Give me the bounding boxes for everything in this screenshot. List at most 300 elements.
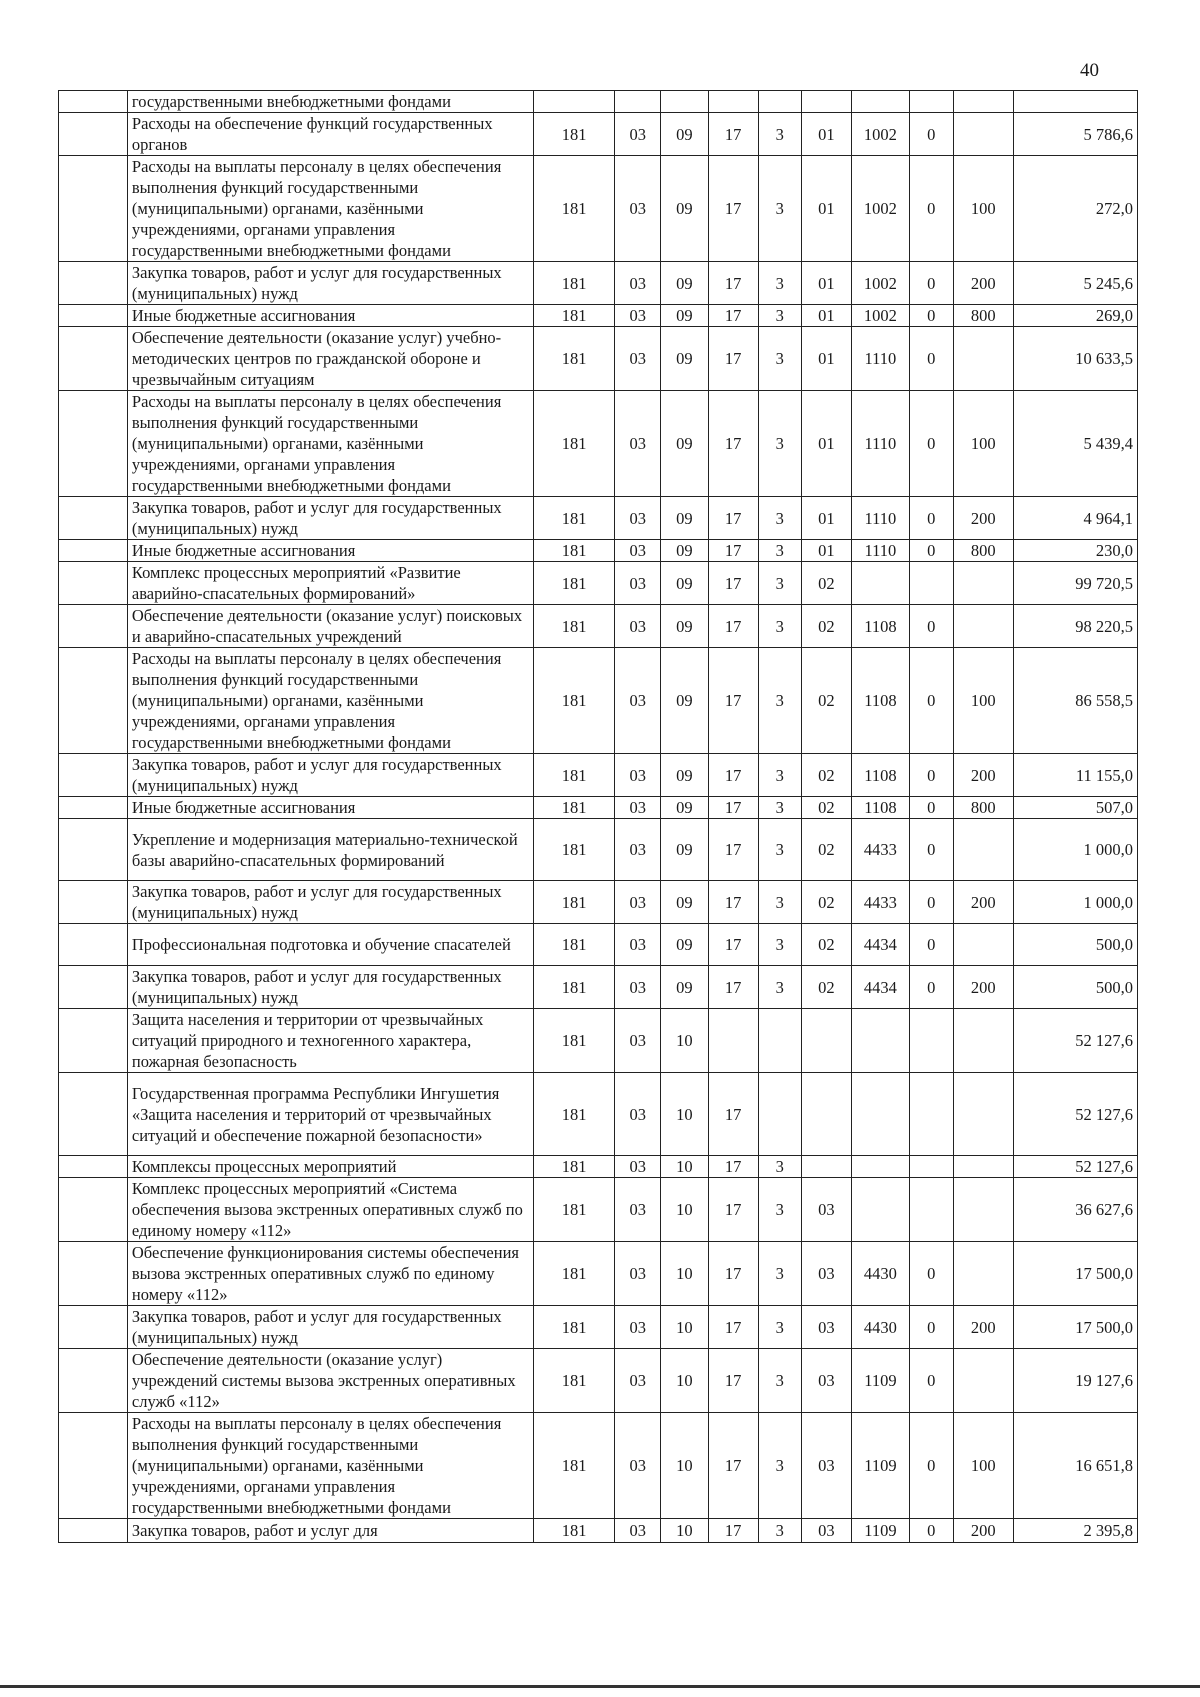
row-index-cell — [59, 262, 128, 305]
subprogram-code-cell: 3 — [758, 113, 801, 156]
subprogram-code-cell: 3 — [758, 1242, 801, 1306]
amount-cell: 10 633,5 — [1013, 327, 1137, 391]
subsection-code-cell: 09 — [661, 881, 709, 924]
row-index-cell — [59, 1349, 128, 1413]
section-code-cell: 03 — [615, 1242, 661, 1306]
extra-code-cell: 0 — [910, 797, 953, 819]
event-code-cell: 01 — [801, 156, 851, 262]
table-row — [59, 881, 1138, 924]
table-row — [59, 1519, 1138, 1543]
event-code-cell: 03 — [801, 1349, 851, 1413]
section-code-cell: 03 — [615, 327, 661, 391]
row-index-cell — [59, 1178, 128, 1242]
table-row — [59, 1178, 1138, 1242]
page-number: 40 — [1080, 60, 1099, 81]
subsection-code-cell: 09 — [661, 327, 709, 391]
amount-cell: 19 127,6 — [1013, 1349, 1137, 1413]
program-code-cell: 17 — [708, 1413, 758, 1519]
direction-code-cell: 1002 — [851, 113, 909, 156]
table-row — [59, 156, 1138, 262]
amount-cell: 52 127,6 — [1013, 1009, 1137, 1073]
subprogram-code-cell: 3 — [758, 327, 801, 391]
subprogram-code-cell: 3 — [758, 497, 801, 540]
amount-cell: 52 127,6 — [1013, 1073, 1137, 1156]
section-code-cell: 03 — [615, 262, 661, 305]
extra-code-cell: 0 — [910, 391, 953, 497]
extra-code-cell: 0 — [910, 156, 953, 262]
subsection-code-cell: 09 — [661, 391, 709, 497]
program-code-cell: 17 — [708, 391, 758, 497]
ved-code-cell: 181 — [533, 305, 615, 327]
extra-code-cell: 0 — [910, 924, 953, 966]
expense-type-code-cell: 100 — [953, 391, 1013, 497]
section-code-cell: 03 — [615, 305, 661, 327]
direction-code-cell — [851, 1178, 909, 1242]
expense-type-code-cell: 200 — [953, 754, 1013, 797]
section-code-cell: 03 — [615, 924, 661, 966]
expense-type-code-cell — [953, 562, 1013, 605]
row-index-cell — [59, 924, 128, 966]
section-code-cell: 03 — [615, 1519, 661, 1543]
table-row — [59, 497, 1138, 540]
event-code-cell: 03 — [801, 1519, 851, 1543]
row-index-cell — [59, 91, 128, 113]
direction-code-cell: 1108 — [851, 648, 909, 754]
ved-code-cell: 181 — [533, 1242, 615, 1306]
table-row — [59, 1009, 1138, 1073]
direction-code-cell — [851, 1009, 909, 1073]
expense-type-code-cell: 100 — [953, 1413, 1013, 1519]
ved-code-cell: 181 — [533, 1413, 615, 1519]
event-code-cell: 03 — [801, 1413, 851, 1519]
program-code-cell: 17 — [708, 819, 758, 881]
subsection-code-cell: 09 — [661, 497, 709, 540]
program-code-cell: 17 — [708, 1349, 758, 1413]
table-body — [59, 91, 1138, 1543]
table-row — [59, 819, 1138, 881]
direction-code-cell: 1110 — [851, 497, 909, 540]
subprogram-code-cell: 3 — [758, 924, 801, 966]
row-index-cell — [59, 1156, 128, 1178]
expense-name-cell: Закупка товаров, работ и услуг для государственных (муниципальных) нужд — [127, 881, 533, 924]
ved-code-cell: 181 — [533, 1009, 615, 1073]
expense-type-code-cell: 200 — [953, 497, 1013, 540]
table-row — [59, 1306, 1138, 1349]
expense-type-code-cell — [953, 327, 1013, 391]
table-row — [59, 262, 1138, 305]
event-code-cell: 01 — [801, 391, 851, 497]
expense-type-code-cell: 100 — [953, 648, 1013, 754]
extra-code-cell: 0 — [910, 1349, 953, 1413]
direction-code-cell — [851, 562, 909, 605]
program-code-cell: 17 — [708, 262, 758, 305]
subprogram-code-cell — [758, 1009, 801, 1073]
amount-cell: 269,0 — [1013, 305, 1137, 327]
subprogram-code-cell: 3 — [758, 391, 801, 497]
expense-name-cell: Обеспечение функционирования системы обеспечения вызова экстренных оперативных служб по единому номеру «112» — [127, 1242, 533, 1306]
direction-code-cell: 1110 — [851, 327, 909, 391]
section-code-cell: 03 — [615, 1156, 661, 1178]
direction-code-cell: 1108 — [851, 754, 909, 797]
expense-name-cell: Закупка товаров, работ и услуг для государственных (муниципальных) нужд — [127, 754, 533, 797]
extra-code-cell: 0 — [910, 1413, 953, 1519]
row-index-cell — [59, 648, 128, 754]
event-code-cell: 02 — [801, 881, 851, 924]
extra-code-cell: 0 — [910, 648, 953, 754]
table-row — [59, 305, 1138, 327]
extra-code-cell: 0 — [910, 497, 953, 540]
section-code-cell — [615, 91, 661, 113]
expense-name-cell: Иные бюджетные ассигнования — [127, 540, 533, 562]
table-row — [59, 1242, 1138, 1306]
expense-type-code-cell — [953, 605, 1013, 648]
row-index-cell — [59, 540, 128, 562]
amount-cell: 230,0 — [1013, 540, 1137, 562]
expense-name-cell: Обеспечение деятельности (оказание услуг) учреждений системы вызова экстренных оперативных служб «112» — [127, 1349, 533, 1413]
table-row — [59, 1073, 1138, 1156]
table-row — [59, 327, 1138, 391]
program-code-cell: 17 — [708, 605, 758, 648]
subsection-code-cell: 09 — [661, 648, 709, 754]
expense-name-cell: Закупка товаров, работ и услуг для — [127, 1519, 533, 1543]
event-code-cell: 02 — [801, 754, 851, 797]
expense-type-code-cell: 800 — [953, 797, 1013, 819]
ved-code-cell: 181 — [533, 156, 615, 262]
program-code-cell: 17 — [708, 305, 758, 327]
amount-cell: 1 000,0 — [1013, 881, 1137, 924]
table-row — [59, 966, 1138, 1009]
direction-code-cell: 1108 — [851, 797, 909, 819]
table-row — [59, 113, 1138, 156]
amount-cell: 98 220,5 — [1013, 605, 1137, 648]
program-code-cell: 17 — [708, 966, 758, 1009]
row-index-cell — [59, 391, 128, 497]
expense-type-code-cell: 200 — [953, 1519, 1013, 1543]
program-code-cell: 17 — [708, 113, 758, 156]
subsection-code-cell: 09 — [661, 797, 709, 819]
ved-code-cell — [533, 91, 615, 113]
row-index-cell — [59, 305, 128, 327]
program-code-cell: 17 — [708, 327, 758, 391]
row-index-cell — [59, 605, 128, 648]
expense-name-cell: Расходы на выплаты персоналу в целях обеспечения выполнения функций государственными (муниципальными) органами, казёнными учреждениями, органами управления государственными внебюджетными фондами — [127, 1413, 533, 1519]
direction-code-cell: 1109 — [851, 1413, 909, 1519]
event-code-cell: 02 — [801, 966, 851, 1009]
expense-type-code-cell — [953, 1156, 1013, 1178]
subprogram-code-cell: 3 — [758, 1156, 801, 1178]
expense-name-cell: Закупка товаров, работ и услуг для государственных (муниципальных) нужд — [127, 1306, 533, 1349]
extra-code-cell — [910, 1073, 953, 1156]
expense-type-code-cell — [953, 819, 1013, 881]
program-code-cell: 17 — [708, 497, 758, 540]
extra-code-cell: 0 — [910, 605, 953, 648]
subprogram-code-cell: 3 — [758, 605, 801, 648]
expense-name-cell: Закупка товаров, работ и услуг для государственных (муниципальных) нужд — [127, 497, 533, 540]
subprogram-code-cell: 3 — [758, 1519, 801, 1543]
table-row — [59, 797, 1138, 819]
row-index-cell — [59, 1413, 128, 1519]
ved-code-cell: 181 — [533, 262, 615, 305]
section-code-cell: 03 — [615, 156, 661, 262]
direction-code-cell: 4434 — [851, 966, 909, 1009]
section-code-cell: 03 — [615, 605, 661, 648]
program-code-cell — [708, 91, 758, 113]
expense-type-code-cell — [953, 91, 1013, 113]
section-code-cell: 03 — [615, 648, 661, 754]
row-index-cell — [59, 819, 128, 881]
program-code-cell: 17 — [708, 1178, 758, 1242]
ved-code-cell: 181 — [533, 605, 615, 648]
section-code-cell: 03 — [615, 1073, 661, 1156]
ved-code-cell: 181 — [533, 562, 615, 605]
row-index-cell — [59, 156, 128, 262]
subprogram-code-cell: 3 — [758, 305, 801, 327]
table-row — [59, 1156, 1138, 1178]
amount-cell: 2 395,8 — [1013, 1519, 1137, 1543]
expense-name-cell: Закупка товаров, работ и услуг для государственных (муниципальных) нужд — [127, 262, 533, 305]
expense-name-cell: Обеспечение деятельности (оказание услуг) учебно-методических центров по гражданской обороне и чрезвычайным ситуациям — [127, 327, 533, 391]
ved-code-cell: 181 — [533, 648, 615, 754]
row-index-cell — [59, 497, 128, 540]
ved-code-cell: 181 — [533, 1519, 615, 1543]
event-code-cell: 02 — [801, 562, 851, 605]
event-code-cell: 01 — [801, 113, 851, 156]
amount-cell: 86 558,5 — [1013, 648, 1137, 754]
subprogram-code-cell: 3 — [758, 1413, 801, 1519]
row-index-cell — [59, 562, 128, 605]
amount-cell: 17 500,0 — [1013, 1306, 1137, 1349]
subsection-code-cell — [661, 91, 709, 113]
direction-code-cell — [851, 1073, 909, 1156]
table-row — [59, 91, 1138, 113]
expense-name-cell: Государственная программа Республики Ингушетия «Защита населения и территорий от чрезвычайных ситуаций и обеспечение пожарной безопасности» — [127, 1073, 533, 1156]
expense-name-cell: Расходы на выплаты персоналу в целях обеспечения выполнения функций государственными (муниципальными) органами, казёнными учреждениями, органами управления государственными внебюджетными фондами — [127, 391, 533, 497]
row-index-cell — [59, 1306, 128, 1349]
extra-code-cell: 0 — [910, 113, 953, 156]
extra-code-cell — [910, 1178, 953, 1242]
subsection-code-cell: 10 — [661, 1519, 709, 1543]
expense-type-code-cell — [953, 113, 1013, 156]
event-code-cell: 01 — [801, 262, 851, 305]
direction-code-cell: 1110 — [851, 540, 909, 562]
extra-code-cell: 0 — [910, 819, 953, 881]
ved-code-cell: 181 — [533, 881, 615, 924]
ved-code-cell: 181 — [533, 797, 615, 819]
direction-code-cell: 4430 — [851, 1306, 909, 1349]
extra-code-cell — [910, 1156, 953, 1178]
event-code-cell: 02 — [801, 819, 851, 881]
subsection-code-cell: 10 — [661, 1349, 709, 1413]
amount-cell: 507,0 — [1013, 797, 1137, 819]
ved-code-cell: 181 — [533, 1349, 615, 1413]
row-index-cell — [59, 966, 128, 1009]
event-code-cell: 02 — [801, 797, 851, 819]
amount-cell: 16 651,8 — [1013, 1413, 1137, 1519]
section-code-cell: 03 — [615, 1349, 661, 1413]
expense-name-cell: Расходы на выплаты персоналу в целях обеспечения выполнения функций государственными (муниципальными) органами, казёнными учреждениями, органами управления государственными внебюджетными фондами — [127, 156, 533, 262]
subsection-code-cell: 09 — [661, 540, 709, 562]
ved-code-cell: 181 — [533, 924, 615, 966]
amount-cell: 5 245,6 — [1013, 262, 1137, 305]
ved-code-cell: 181 — [533, 113, 615, 156]
expense-name-cell: государственными внебюджетными фондами — [127, 91, 533, 113]
program-code-cell: 17 — [708, 754, 758, 797]
table-row — [59, 540, 1138, 562]
expense-name-cell: Комплексы процессных мероприятий — [127, 1156, 533, 1178]
ved-code-cell: 181 — [533, 1306, 615, 1349]
expense-type-code-cell: 800 — [953, 540, 1013, 562]
direction-code-cell: 4433 — [851, 881, 909, 924]
subsection-code-cell: 09 — [661, 156, 709, 262]
section-code-cell: 03 — [615, 966, 661, 1009]
direction-code-cell: 1109 — [851, 1349, 909, 1413]
expense-type-code-cell: 800 — [953, 305, 1013, 327]
row-index-cell — [59, 754, 128, 797]
direction-code-cell: 4433 — [851, 819, 909, 881]
extra-code-cell — [910, 1009, 953, 1073]
page-edge-rule — [0, 1685, 1200, 1688]
subsection-code-cell: 09 — [661, 562, 709, 605]
program-code-cell: 17 — [708, 797, 758, 819]
subsection-code-cell: 09 — [661, 754, 709, 797]
section-code-cell: 03 — [615, 540, 661, 562]
program-code-cell — [708, 1009, 758, 1073]
row-index-cell — [59, 1009, 128, 1073]
event-code-cell — [801, 1009, 851, 1073]
event-code-cell: 01 — [801, 540, 851, 562]
extra-code-cell: 0 — [910, 881, 953, 924]
expense-type-code-cell — [953, 1073, 1013, 1156]
direction-code-cell: 4430 — [851, 1242, 909, 1306]
subprogram-code-cell: 3 — [758, 1178, 801, 1242]
event-code-cell: 01 — [801, 305, 851, 327]
subprogram-code-cell — [758, 91, 801, 113]
amount-cell: 5 786,6 — [1013, 113, 1137, 156]
program-code-cell: 17 — [708, 562, 758, 605]
table-row — [59, 648, 1138, 754]
subsection-code-cell: 10 — [661, 1009, 709, 1073]
event-code-cell: 03 — [801, 1178, 851, 1242]
amount-cell: 52 127,6 — [1013, 1156, 1137, 1178]
extra-code-cell — [910, 562, 953, 605]
direction-code-cell — [851, 1156, 909, 1178]
program-code-cell: 17 — [708, 1242, 758, 1306]
expense-name-cell: Иные бюджетные ассигнования — [127, 305, 533, 327]
event-code-cell — [801, 91, 851, 113]
amount-cell: 4 964,1 — [1013, 497, 1137, 540]
table-row — [59, 924, 1138, 966]
extra-code-cell: 0 — [910, 327, 953, 391]
section-code-cell: 03 — [615, 1306, 661, 1349]
subsection-code-cell: 10 — [661, 1413, 709, 1519]
expense-type-code-cell — [953, 924, 1013, 966]
direction-code-cell: 1109 — [851, 1519, 909, 1543]
amount-cell: 11 155,0 — [1013, 754, 1137, 797]
extra-code-cell: 0 — [910, 540, 953, 562]
event-code-cell: 02 — [801, 648, 851, 754]
direction-code-cell: 4434 — [851, 924, 909, 966]
program-code-cell: 17 — [708, 1073, 758, 1156]
expense-name-cell: Укрепление и модернизация материально-технической базы аварийно-спасательных формирований — [127, 819, 533, 881]
row-index-cell — [59, 1519, 128, 1543]
direction-code-cell: 1110 — [851, 391, 909, 497]
direction-code-cell: 1002 — [851, 156, 909, 262]
expense-name-cell: Расходы на обеспечение функций государственных органов — [127, 113, 533, 156]
program-code-cell: 17 — [708, 924, 758, 966]
row-index-cell — [59, 327, 128, 391]
subsection-code-cell: 09 — [661, 305, 709, 327]
subprogram-code-cell: 3 — [758, 1349, 801, 1413]
ved-code-cell: 181 — [533, 497, 615, 540]
amount-cell — [1013, 91, 1137, 113]
row-index-cell — [59, 797, 128, 819]
program-code-cell: 17 — [708, 1519, 758, 1543]
table-row — [59, 562, 1138, 605]
subprogram-code-cell: 3 — [758, 648, 801, 754]
amount-cell: 5 439,4 — [1013, 391, 1137, 497]
expense-name-cell: Закупка товаров, работ и услуг для государственных (муниципальных) нужд — [127, 966, 533, 1009]
subsection-code-cell: 09 — [661, 924, 709, 966]
subsection-code-cell: 09 — [661, 966, 709, 1009]
row-index-cell — [59, 113, 128, 156]
section-code-cell: 03 — [615, 881, 661, 924]
program-code-cell: 17 — [708, 156, 758, 262]
section-code-cell: 03 — [615, 391, 661, 497]
subprogram-code-cell: 3 — [758, 754, 801, 797]
expense-name-cell: Профессиональная подготовка и обучение спасателей — [127, 924, 533, 966]
section-code-cell: 03 — [615, 754, 661, 797]
amount-cell: 1 000,0 — [1013, 819, 1137, 881]
expense-name-cell: Комплекс процессных мероприятий «Развитие аварийно-спасательных формирований» — [127, 562, 533, 605]
amount-cell: 99 720,5 — [1013, 562, 1137, 605]
table-row — [59, 605, 1138, 648]
section-code-cell: 03 — [615, 497, 661, 540]
amount-cell: 500,0 — [1013, 966, 1137, 1009]
section-code-cell: 03 — [615, 797, 661, 819]
section-code-cell: 03 — [615, 1413, 661, 1519]
expense-type-code-cell: 200 — [953, 966, 1013, 1009]
table-row — [59, 391, 1138, 497]
subprogram-code-cell: 3 — [758, 562, 801, 605]
expense-type-code-cell: 200 — [953, 262, 1013, 305]
amount-cell: 17 500,0 — [1013, 1242, 1137, 1306]
program-code-cell: 17 — [708, 648, 758, 754]
expense-type-code-cell: 100 — [953, 156, 1013, 262]
subprogram-code-cell: 3 — [758, 881, 801, 924]
extra-code-cell: 0 — [910, 305, 953, 327]
row-index-cell — [59, 881, 128, 924]
extra-code-cell: 0 — [910, 1519, 953, 1543]
section-code-cell: 03 — [615, 1178, 661, 1242]
ved-code-cell: 181 — [533, 391, 615, 497]
subprogram-code-cell: 3 — [758, 262, 801, 305]
section-code-cell: 03 — [615, 1009, 661, 1073]
subprogram-code-cell — [758, 1073, 801, 1156]
section-code-cell: 03 — [615, 819, 661, 881]
program-code-cell: 17 — [708, 540, 758, 562]
expense-name-cell: Иные бюджетные ассигнования — [127, 797, 533, 819]
table-row — [59, 754, 1138, 797]
extra-code-cell: 0 — [910, 966, 953, 1009]
subprogram-code-cell: 3 — [758, 156, 801, 262]
amount-cell: 272,0 — [1013, 156, 1137, 262]
ved-code-cell: 181 — [533, 1073, 615, 1156]
event-code-cell: 02 — [801, 605, 851, 648]
expense-name-cell: Обеспечение деятельности (оказание услуг) поисковых и аварийно-спасательных учреждений — [127, 605, 533, 648]
extra-code-cell — [910, 91, 953, 113]
extra-code-cell: 0 — [910, 1242, 953, 1306]
event-code-cell: 03 — [801, 1242, 851, 1306]
